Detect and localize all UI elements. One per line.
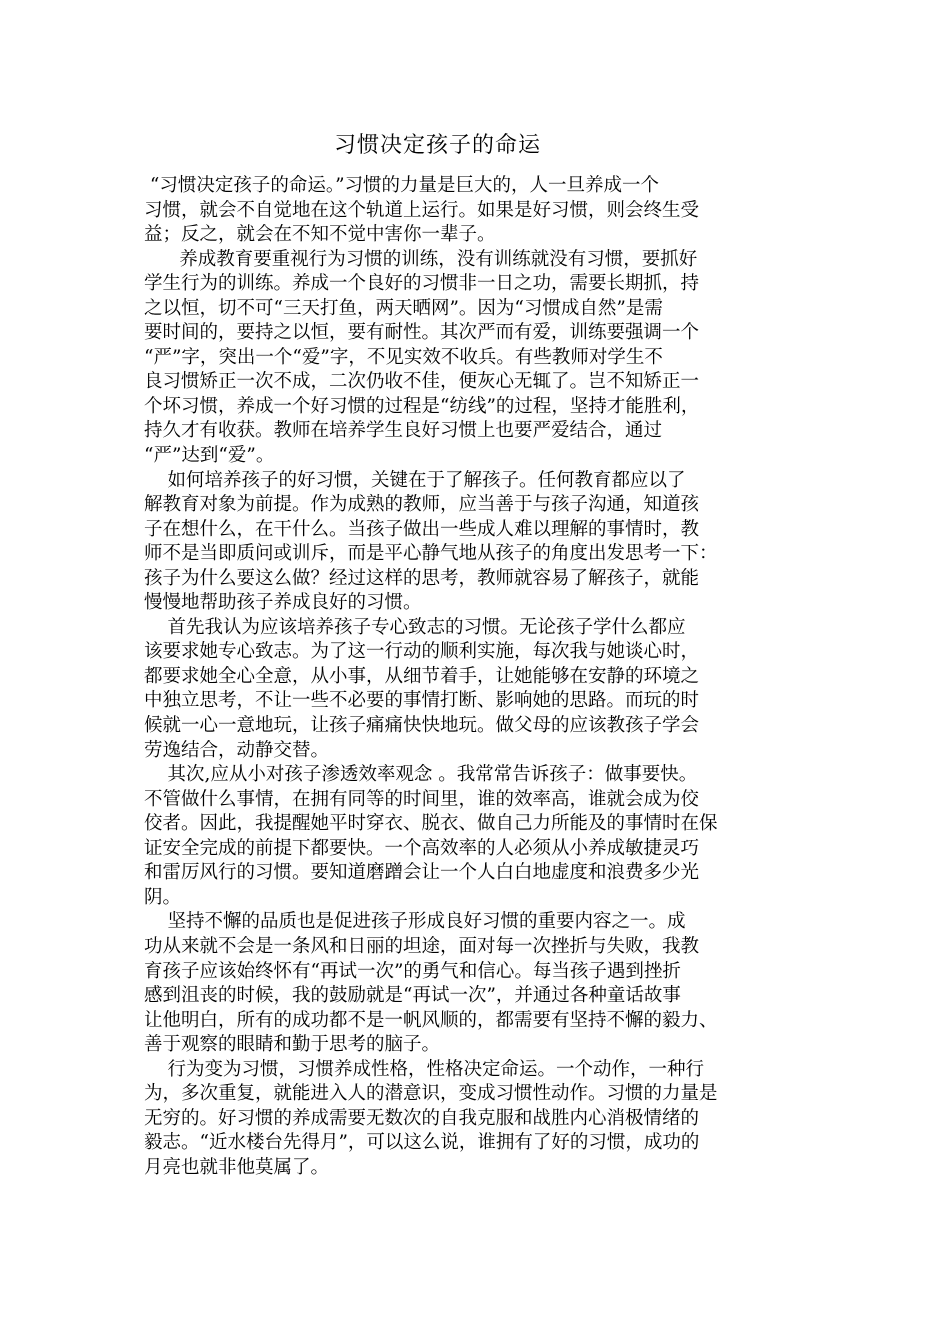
document-title: 习惯决定孩子的命运 [333,133,541,158]
body-line: 习惯，就会不自觉地在这个轨道上运行。如果是好习惯，则会终生受 [144,199,700,221]
body-line: “习惯决定孩子的命运。”习惯的力量是巨大的，人一旦养成一个 [144,175,660,196]
body-line: 首先我认为应该培养孩子专心致志的习惯。无论孩子学什么都应 [144,616,686,638]
body-line: 坚持不懈的品质也是促进孩子形成良好习惯的重要内容之一。成 [144,911,686,933]
body-line: 其次,应从小对孩子渗透效率观念 。我常常告诉孩子：做事要快。 [144,764,698,786]
body-line: 为，多次重复，就能进入人的潜意识，变成习惯性动作。习惯的力量是 [144,1083,718,1105]
body-line: 劳逸结合，动静交替。 [144,739,330,761]
body-line: 功从来就不会是一条风和日丽的坦途，面对每一次挫折与失败，我教 [144,935,700,957]
body-line: 如何培养孩子的好习惯，关键在于了解孩子。任何教育都应以了 [144,469,686,491]
document-body [144,174,834,1180]
body-line: 解教育对象为前提。作为成熟的教师，应当善于与孩子沟通，知道孩 [144,494,700,516]
body-line: 个坏习惯，养成一个好习惯的过程是“纺线”的过程，坚持才能胜利， [144,395,700,417]
body-line: 养成教育要重视行为习惯的训练，没有训练就没有习惯，要抓好 [144,248,698,270]
body-line: 证安全完成的前提下都要快。一个高效率的人必须从小养成敏捷灵巧 [144,837,700,859]
body-line: 不管做什么事情，在拥有同等的时间里，谁的效率高，谁就会成为佼 [144,788,700,810]
body-line: 持久才有收获。教师在培养学生良好习惯上也要严爱结合，通过 [144,420,663,442]
body-line: 善于观察的眼睛和勤于思考的脑子。 [144,1034,441,1056]
body-line: 月亮也就非他莫属了。 [144,1156,330,1178]
body-line: 良习惯矫正一次不成，二次仍收不佳，便灰心无辄了。岂不知矫正一 [144,371,700,393]
body-line: 孩子为什么要这么做？经过这样的思考，教师就容易了解孩子，就能 [144,567,700,589]
body-line: 师不是当即质问或训斥，而是平心静气地从孩子的角度出发思考一下： [144,543,718,565]
body-line: 毅志。“近水楼台先得月”，可以这么说，谁拥有了好的习惯，成功的 [144,1132,700,1154]
body-line: 无穷的。好习惯的养成需要无数次的自我克服和战胜内心消极情绪的 [144,1107,700,1129]
body-line: 中独立思考，不让一些不必要的事情打断、影响她的思路。而玩的时 [144,690,700,712]
body-line: 慢慢地帮助孩子养成良好的习惯。 [144,592,422,614]
body-line: 都要求她全心全意，从小事，从细节着手，让她能够在安静的环境之 [144,665,700,687]
body-line: 佼者。因此，我提醒她平时穿衣、脱衣、做自己力所能及的事情时在保 [144,813,718,835]
body-line: 之以恒，切不可“三天打鱼，两天晒网”。因为“习惯成自然”是需 [144,297,663,319]
body-line: 让他明白，所有的成功都不是一帆风顺的，都需要有坚持不懈的毅力、 [144,1009,718,1031]
body-line: 行为变为习惯，习惯养成性格，性格决定命运。一个动作，一种行 [144,1058,705,1080]
body-line: 子在想什么，在干什么。当孩子做出一些成人难以理解的事情时，教 [144,518,700,540]
body-line: 感到沮丧的时候，我的鼓励就是“再试一次”，并通过各种童话故事 [144,985,681,1007]
body-line: 候就一心一意地玩，让孩子痛痛快快地玩。做父母的应该教孩子学会 [144,715,700,737]
body-line: 阴。 [144,886,182,908]
body-line: 学生行为的训练。养成一个良好的习惯非一日之功，需要长期抓，持 [144,273,700,295]
body-line: 要时间的，要持之以恒，要有耐性。其次严而有爱，训练要强调一个 [144,322,700,344]
body-line: 和雷厉风行的习惯。要知道磨蹭会让一个人白白地虚度和浪费多少光 [144,862,700,884]
body-line: 该要求她专心致志。为了这一行动的顺利实施，每次我与她谈心时， [144,641,700,663]
body-line: “严”字，突出一个“爱”字，不见实效不收兵。有些教师对学生不 [144,346,663,368]
body-line: 育孩子应该始终怀有“再试一次”的勇气和信心。每当孩子遇到挫折 [144,960,681,982]
body-line: “严”达到“爱”。 [144,445,275,467]
body-line: 益；反之，就会在不知不觉中害你一辈子。 [144,224,496,246]
